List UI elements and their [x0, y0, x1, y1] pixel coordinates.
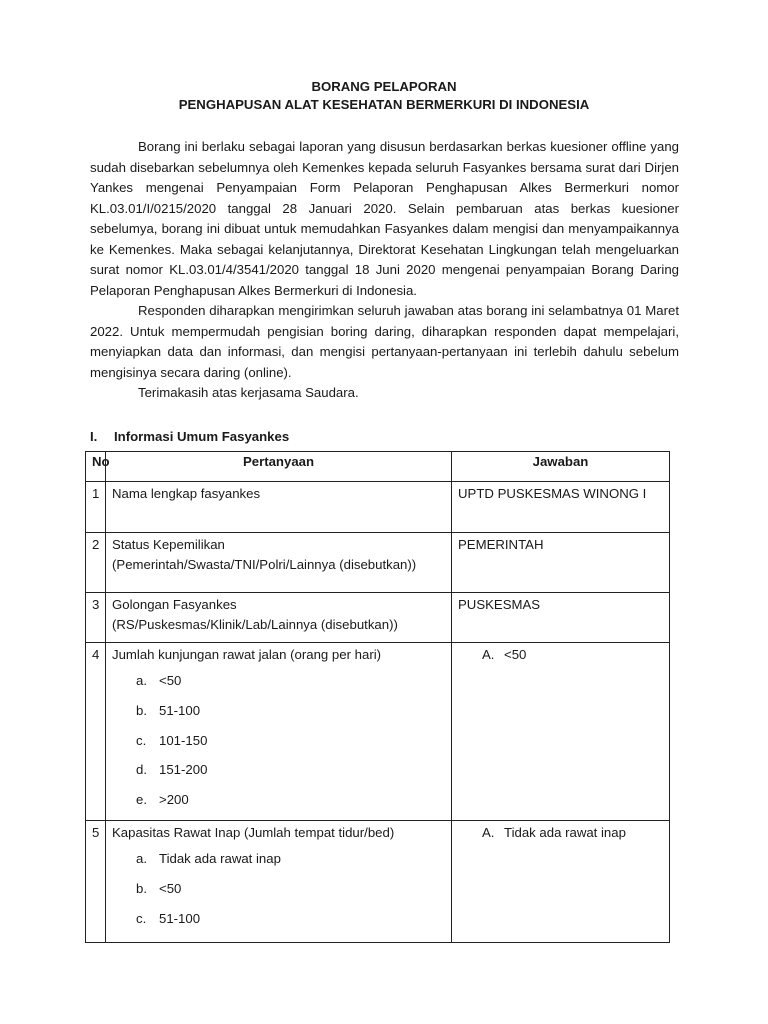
header-no: No	[86, 452, 106, 482]
header-question: Pertanyaan	[106, 452, 452, 482]
option-label: d.	[136, 762, 147, 778]
question-text: Kapasitas Rawat Inap (Jumlah tempat tidur/bed)	[112, 824, 395, 840]
option-text: <50	[159, 673, 182, 688]
option-text: 151-200	[159, 762, 208, 778]
table-row	[86, 643, 670, 821]
option-text: <50	[159, 880, 182, 896]
answer-option	[458, 823, 663, 843]
answer-option	[458, 645, 663, 665]
row-number: 1	[86, 482, 106, 533]
option-text: 101-150	[159, 732, 208, 748]
document-title: BORANG PELAPORAN	[311, 79, 457, 94]
option-item	[136, 760, 445, 790]
answer-label: A.	[482, 647, 495, 662]
table-row	[86, 593, 670, 643]
section-number: I.	[90, 429, 98, 444]
header-answer: Jawaban	[452, 452, 670, 482]
question-hint: (Pemerintah/Swasta/TNI/Polri/Lainnya (disebutkan))	[112, 557, 417, 572]
row-question: Nama lengkap fasyankes	[106, 482, 452, 533]
option-item	[136, 879, 445, 909]
section-title: Informasi Umum Fasyankes	[114, 429, 290, 444]
row-question	[106, 643, 452, 821]
answer-text: Tidak ada rawat inap	[504, 824, 626, 840]
option-text: 51-100	[159, 910, 201, 926]
option-item	[136, 849, 445, 879]
question-text: Golongan Fasyankes	[112, 597, 237, 612]
option-label: b.	[136, 702, 147, 718]
row-number: 4	[86, 643, 106, 821]
option-list	[112, 849, 445, 938]
row-answer	[452, 643, 670, 821]
row-number: 2	[86, 533, 106, 593]
section-heading	[90, 429, 289, 444]
row-number: 5	[86, 820, 106, 942]
option-label: a.	[136, 673, 147, 688]
question-hint: (RS/Puskesmas/Klinik/Lab/Lainnya (disebutkan))	[112, 617, 398, 632]
question-text: Status Kepemilikan	[112, 537, 225, 552]
option-item	[136, 671, 445, 701]
option-label: a.	[136, 850, 147, 866]
row-answer	[452, 820, 670, 942]
row-question	[106, 533, 452, 593]
option-text: 51-100	[159, 702, 201, 718]
option-item	[136, 909, 445, 939]
intro-text	[90, 137, 679, 404]
option-label: b.	[136, 880, 147, 896]
option-item	[136, 701, 445, 731]
row-answer: PUSKESMAS	[452, 593, 670, 643]
document-subtitle: PENGHAPUSAN ALAT KESEHATAN BERMERKURI DI INDONESIA	[178, 97, 590, 112]
option-label: c.	[136, 732, 147, 748]
option-label: e.	[136, 792, 147, 808]
table-row	[86, 533, 670, 593]
question-text: Jumlah kunjungan rawat jalan (orang per hari)	[112, 647, 382, 662]
option-text: Tidak ada rawat inap	[159, 850, 281, 866]
option-item	[136, 790, 445, 820]
intro-paragraph: Responden diharapkan mengirimkan seluruh jawaban atas borang ini selambatnya 01 Maret 2022. Untuk mempermudah pengisian boring daring, diharapkan responden dapat mempelajari, menyiapkan data dan informasi, dan mengisi pertanyaan-pertanyaan ini terlebih dahulu sebelum mengisinya secara daring (online).	[90, 303, 679, 380]
row-number: 3	[86, 593, 106, 643]
row-question	[106, 820, 452, 942]
row-answer: PEMERINTAH	[452, 533, 670, 593]
intro-paragraph: Borang ini berlaku sebagai laporan yang disusun berdasarkan berkas kuesioner offline yang sudah disebarkan sebelumnya oleh Kemenkes kepada seluruh Fasyankes bersama surat dari Dirjen Yankes mengenai Penyampaian Form Pelaporan Penghapusan Alkes Bermerkuri nomor KL.03.01/I/0215/2020 tanggal 28 Januari 2020. Selain pembaruan atas berkas kuesioner sebelumya, borang ini dibuat untuk memudahkan Fasyankes dalam mengisi dan menyampaikannya ke Kemenkes. Maka sebagai kelanjutannya, Direktorat Kesehatan Lingkungan telah mengeluarkan surat nomor KL.03.01/4/3541/2020 tanggal 18 Juni 2020 mengenai penyampaian Borang Daring Pelaporan Penghapusan Alkes Bermerkuri di Indonesia.	[90, 139, 679, 298]
answer-text: <50	[504, 647, 527, 662]
answer-label: A.	[482, 824, 495, 840]
option-label: c.	[136, 910, 147, 926]
intro-paragraph: Terimakasih atas kerjasama Saudara.	[138, 385, 359, 400]
table-row	[86, 820, 670, 942]
option-item	[136, 731, 445, 761]
row-answer: UPTD PUSKESMAS WINONG I	[452, 482, 670, 533]
row-question	[106, 593, 452, 643]
table-row	[86, 482, 670, 533]
table-header-row	[86, 452, 670, 482]
option-text: >200	[159, 792, 189, 808]
questionnaire-table	[85, 451, 670, 943]
option-list	[112, 671, 445, 820]
